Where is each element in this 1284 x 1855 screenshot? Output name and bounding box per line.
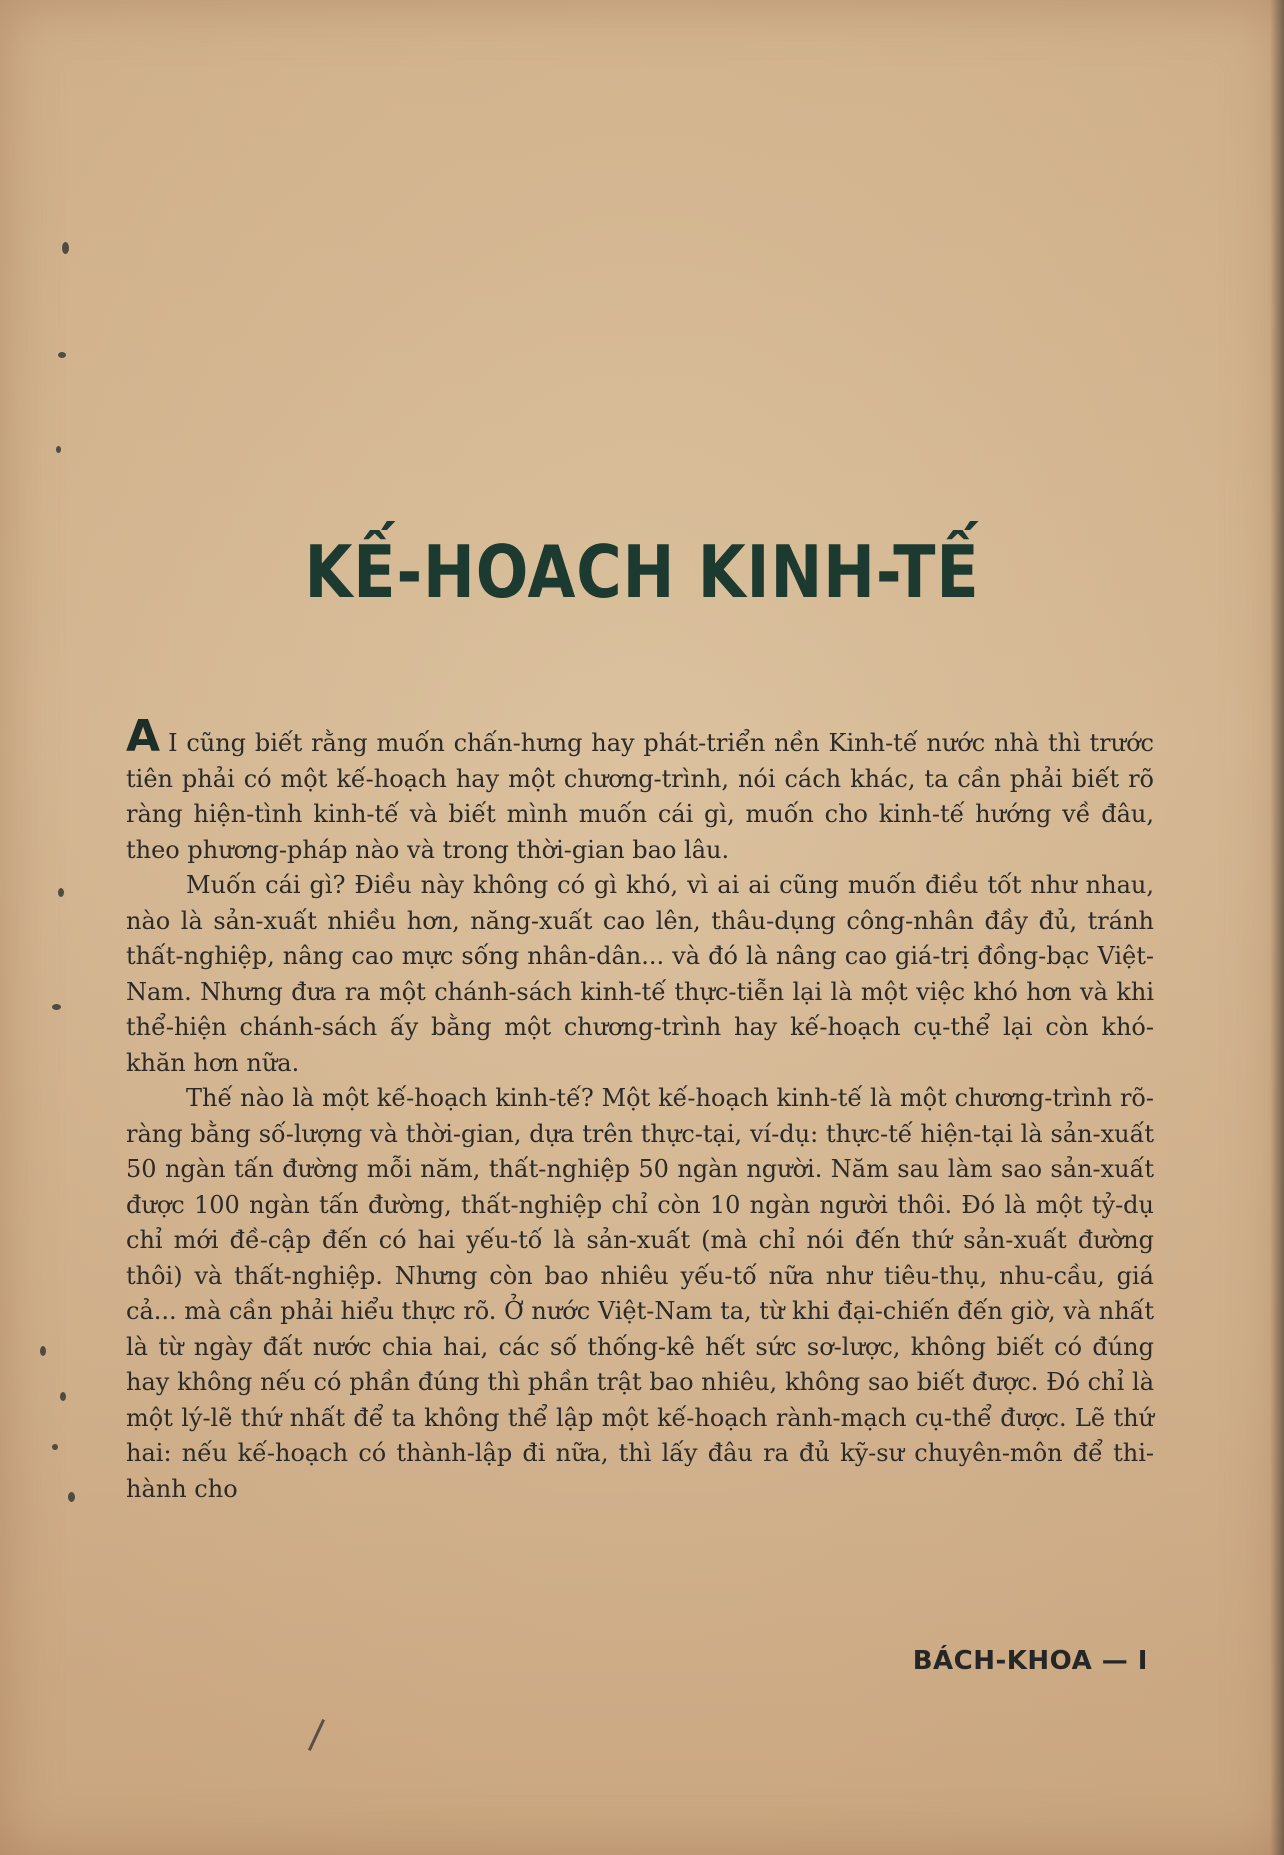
paper-speck [52,1004,61,1010]
paper-speck [58,888,64,897]
page-footer: BÁCH-KHOA — I [912,1646,1148,1676]
paragraph-1-text: I cũng biết rằng muốn chấn-hưng hay phát-triển nền Kinh-tế nước nhà thì trước tiên phải có một kế-hoạch hay một chương-trình, nói cách khác, ta cần phải biết rõ ràng hiện-tình kinh-tế và biết mình muốn cái gì, muốn cho kinh-tế hướng về đâu, theo phương-pháp nào và trong thời-gian bao lâu. [126,729,1154,864]
paper-speck [52,1444,58,1450]
paper-speck [62,242,69,254]
paper-speck [58,352,66,358]
paper-speck [68,1492,75,1502]
paper-speck [56,446,61,453]
paragraph-3: Thế nào là một kế-hoạch kinh-tế? Một kế-hoạch kinh-tế là một chương-trình rõ-ràng bằng số-lượng và thời-gian, dựa trên thực-tại, ví-dụ: thực-tế hiện-tại là sản-xuất 50 ngàn tấn đường mỗi năm, thất-nghiệp 50 ngàn người. Năm sau làm sao sản-xuất được 100 ngàn tấn đường, thất-nghiệp chỉ còn 10 ngàn người thôi. Đó là một tỷ-dụ chỉ mới đề-cập đến có hai yếu-tố là sản-xuất (mà chỉ nói đến thứ sản-xuất đường thôi) và thất-nghiệp. Nhưng còn bao nhiêu yếu-tố nữa như tiêu-thụ, nhu-cầu, giá cả... mà cần phải hiểu thực rõ. Ở nước Việt-Nam ta, từ khi đại-chiến đến giờ, và nhất là từ ngày đất nước chia hai, các số thống-kê hết sức sơ-lược, không biết có đúng hay không nếu có phần đúng thì phần trật bao nhiêu, không sao biết được. Đó chỉ là một lý-lẽ thứ nhất để ta không thể lập một kế-hoạch rành-mạch cụ-thể được. Lẽ thứ hai: nếu kế-hoạch có thành-lập đi nữa, thì lấy đâu ra đủ kỹ-sư chuyên-môn để thi-hành cho [126,1084,1154,1503]
page-edge-shadow [1270,0,1284,1855]
drop-cap: A [126,711,161,762]
paper-speck [60,1392,66,1401]
pencil-mark [308,1719,325,1751]
paragraph-2: Muốn cái gì? Điều này không có gì khó, vì ai ai cũng muốn điều tốt như nhau, nào là sản-xuất nhiều hơn, năng-xuất cao lên, thâu-dụng công-nhân đầy đủ, tránh thất-nghiệp, nâng cao mực sống nhân-dân... và đó là nâng cao giá-trị đồng-bạc Việt-Nam. Nhưng đưa ra một chánh-sách kinh-tế thực-tiễn lại là một việc khó hơn và khi thể-hiện chánh-sách ấy bằng một chương-trình hay kế-hoạch cụ-thể lại còn khó-khăn hơn nữa. [126,871,1154,1077]
paper-speck [40,1346,46,1356]
article-title: KẾ-HOACH KINH-TẾ [304,530,980,614]
article-body [126,711,1154,1507]
paragraph-1 [126,711,1154,868]
